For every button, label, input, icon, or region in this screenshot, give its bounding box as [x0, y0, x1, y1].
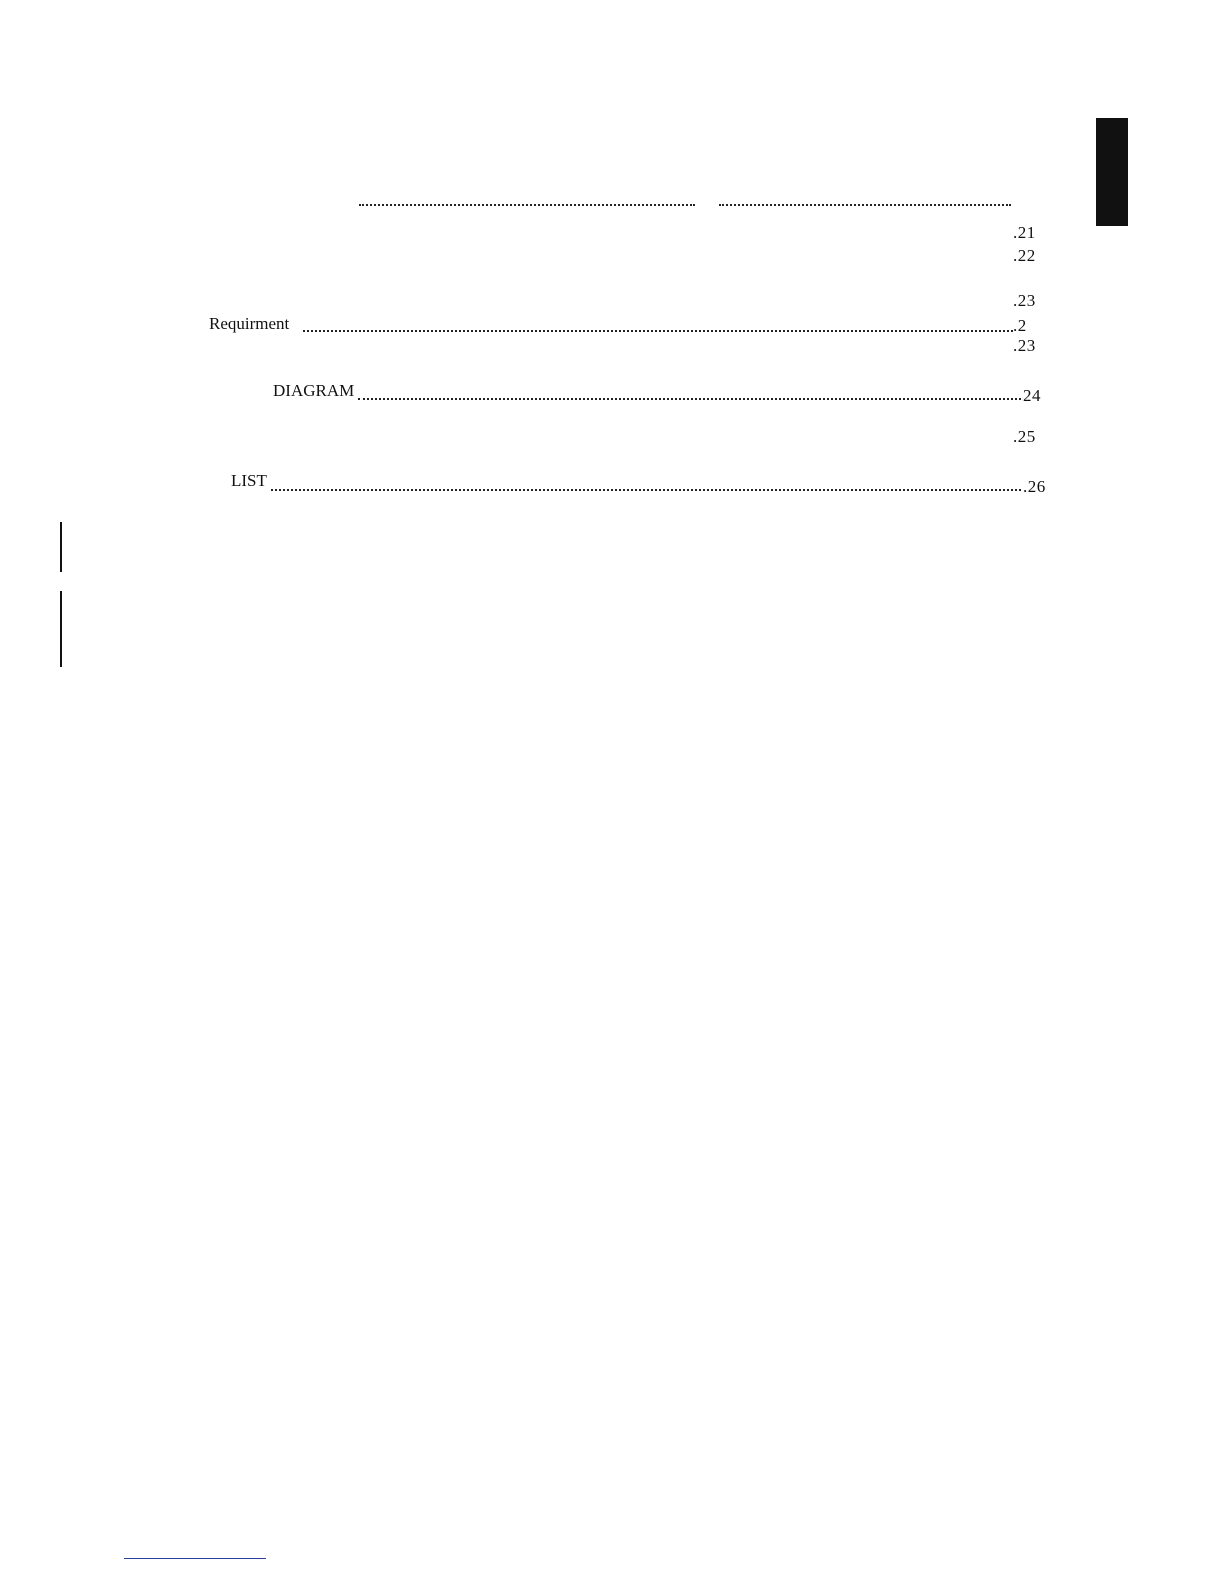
toc-entry-label: DIAGRAM: [273, 381, 355, 400]
toc-leader: [719, 204, 1011, 206]
toc-entry-label: Requirment: [209, 314, 290, 333]
toc-page-number: .26: [1023, 477, 1046, 496]
toc-leader: [271, 489, 1021, 491]
toc-page-number: .22: [1013, 246, 1036, 265]
toc-page-number: .23: [1013, 336, 1036, 355]
toc-page-number: 24: [1023, 386, 1041, 405]
change-bar: [60, 522, 62, 572]
toc-leader: [358, 398, 1021, 400]
section-tab-marker: [1096, 118, 1128, 226]
toc-page-number: .2: [1013, 316, 1027, 335]
toc-leader: [359, 204, 695, 206]
toc-leader: [303, 330, 1013, 332]
toc-page-number: .25: [1013, 427, 1036, 446]
change-bar: [60, 591, 62, 667]
toc-page-number: .23: [1013, 291, 1036, 310]
toc-entry-label: LIST: [231, 471, 267, 490]
footer-rule: [124, 1558, 266, 1559]
toc-page-number: .21: [1013, 223, 1036, 242]
